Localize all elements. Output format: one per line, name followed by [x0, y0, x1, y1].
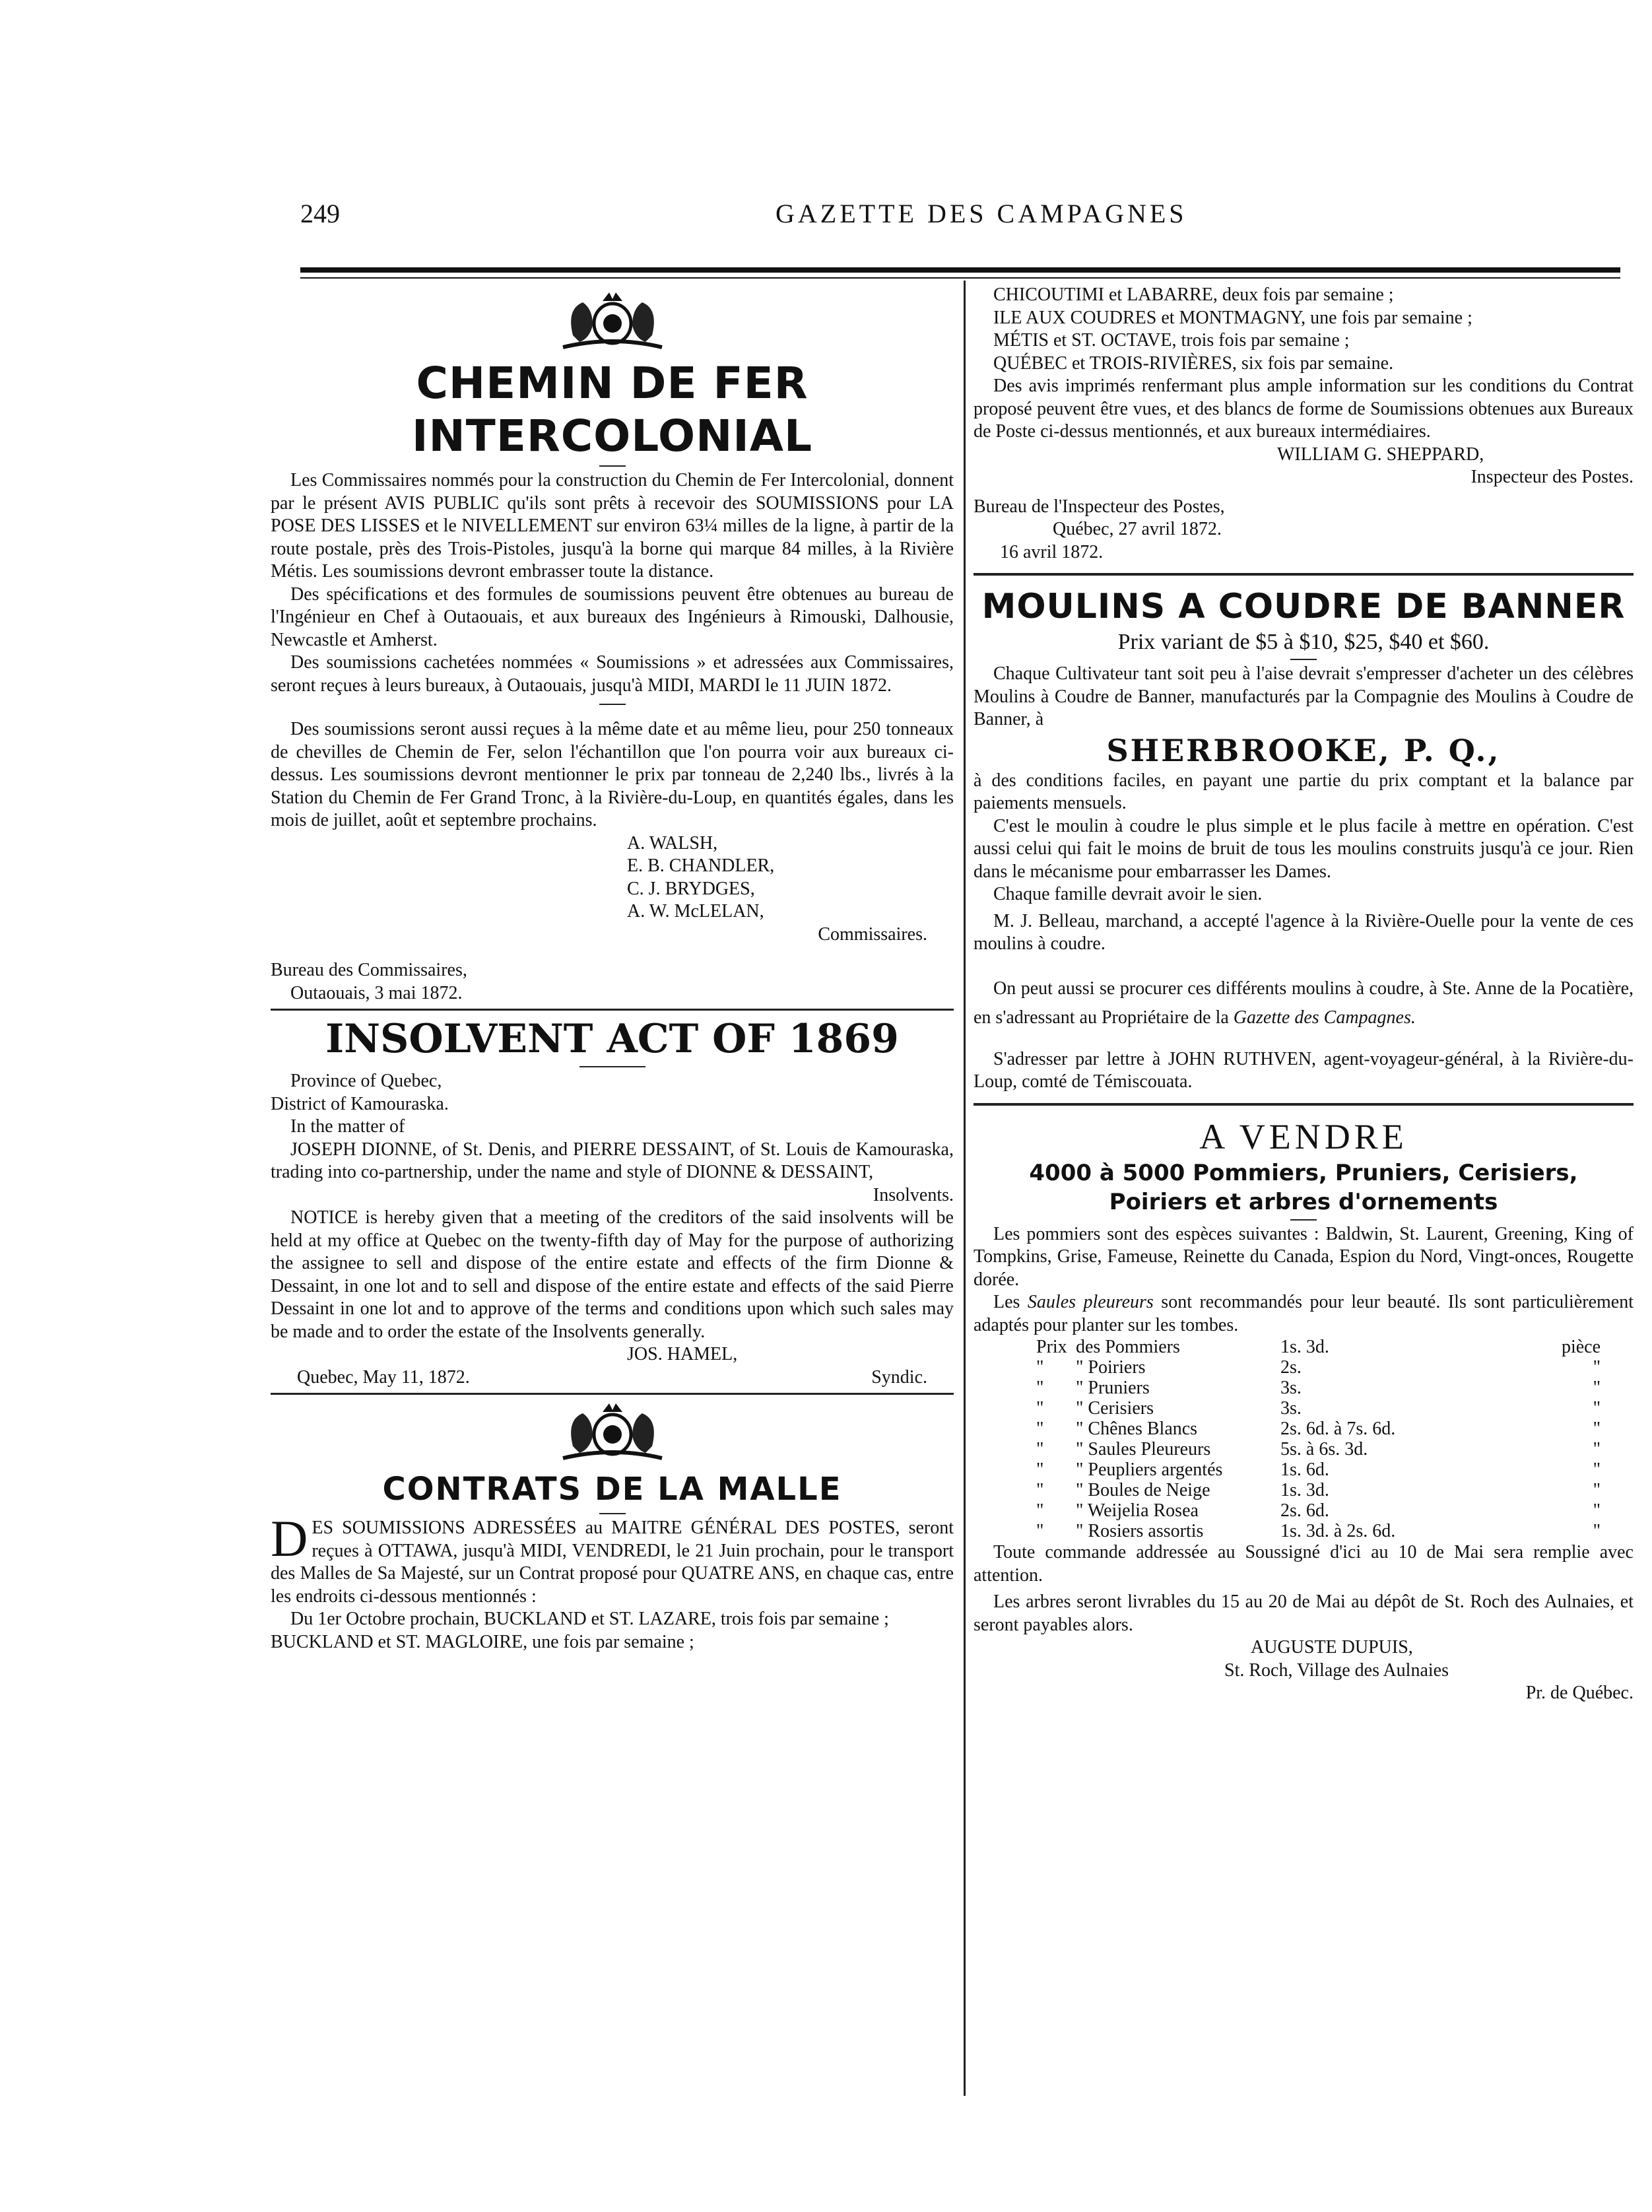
moulins-paragraph-6: On peut aussi se procurer ces différents moulins à coudre, à Ste. Anne de la Pocatière, en s'adressant au Propriétaire de la Gazette des Campagnes. [974, 978, 1634, 1028]
price-row: " " Rosiers assortis 1s. 3d. à 2s. 6d. " [1036, 1521, 1601, 1541]
price-table [974, 1337, 1634, 1541]
right-column [974, 284, 1634, 1705]
chemin-paragraph-3: Des soumissions cachetées nommées « Soumissions » et adressées aux Commissaires, seront reçues à leurs bureaux, à Outaouais, jusqu'à MIDI, MARDI le 11 JUIN 1872. [271, 652, 954, 696]
contrats-bureau-1: Bureau de l'Inspecteur des Postes, [974, 496, 1225, 517]
header-rule-thin [300, 277, 1620, 279]
insolvent-title: INSOLVENT ACT OF 1869 [325, 1016, 899, 1062]
price-row: " " Saules Pleureurs 5s. à 6s. 3d. " [1036, 1439, 1601, 1459]
insolvent-province: Province of Quebec, [290, 1071, 442, 1091]
moulins-paragraph-1: Chaque Cultivateur tant soit peu à l'aise devrait s'empresser d'acheter un des célèbres Moulins à Coudre de Banner, manufacturés par la Compagnie des Moulins à Coudre de Banner, à [974, 663, 1634, 729]
chemin-signer-1: A. WALSH, [627, 832, 718, 854]
moulins-title: MOULINS A COUDRE DE BANNER [981, 587, 1626, 626]
vendre-subtitle-1: 4000 à 5000 Pommiers, Pruniers, Cerisiers, [1029, 1159, 1578, 1186]
royal-arms-emblem-icon [527, 1400, 698, 1463]
contrats-date: 16 avril 1872. [1000, 541, 1104, 562]
insolvent-notice: NOTICE is hereby given that a meeting of the creditors of the said insolvents will be held at my office at Quebec on the twenty-fifth day of May for the purpose of authorizing the assignee to sell and dispose of the entire estate and effects of the firm Dionne & Dessaint, in one lot and to sell and dispose of the entire estate and effects of the said Pierre Dessaint in one lot and to approve of the terms and conditions upon which such sales may be made and to order the estate of the Insolvents generally. [271, 1207, 954, 1342]
chemin-signer-2: E. B. CHANDLER, [627, 855, 775, 876]
header-rule-thick [300, 267, 1620, 273]
gazette-title: GAZETTE DES CAMPAGNES [776, 199, 1187, 228]
moulins-paragraph-7: S'adresser par lettre à JOHN RUTHVEN, agent-voyageur-général, à la Rivière-du-Loup, comté de Témiscouata. [974, 1048, 1634, 1092]
moulins-paragraph-5: M. J. Belleau, marchand, a accepté l'agence à la Rivière-Ouelle pour la vente de ces moulins à coudre. [974, 910, 1634, 954]
insolvent-district: District of Kamouraska. [271, 1093, 449, 1114]
insolvent-place-date: Quebec, May 11, 1872. [297, 1366, 470, 1388]
contrats-paragraph-3: BUCKLAND et ST. MAGLOIRE, une fois par semaine ; [271, 1631, 694, 1652]
contrats-info: Des avis imprimés renfermant plus ample information sur les conditions du Contrat proposé peuvent être vues, et des blancs de forme de Soumissions obtenues aux Bureaux de Poste ci-dessus mentionnés, et aux bureaux intermédiaires. [974, 376, 1634, 442]
vendre-paragraph-1: Les pommiers sont des espèces suivantes : Baldwin, St. Laurent, Greening, King of Tompkins, Grise, Fameuse, Reinette du Canada, Espion du Nord, Vingt-onces, Rougette dorée. [974, 1223, 1634, 1290]
insolvent-role: Syndic. [871, 1366, 927, 1388]
page-number: 249 [300, 199, 340, 228]
page-header [300, 198, 1620, 238]
contrats-dropcap: D [271, 1510, 308, 1567]
chemin-signer-3: C. J. BRYDGES, [627, 878, 755, 899]
price-row: Prix des Pommiers 1s. 3d. pièce [1036, 1337, 1601, 1357]
vendre-subtitle-2: Poiriers et arbres d'ornements [1109, 1188, 1498, 1215]
left-column [271, 284, 954, 1654]
contrats-paragraph-1: DES SOUMISSIONS ADRESSÉES au MAITRE GÉNÉRAL DES POSTES, seront reçues à OTTAWA, jusqu'à MIDI, VENDREDI, le 21 Juin prochain, pour le transport des Malles de Sa Majesté, sur un Contrat proposé pour QUATRE ANS, en chaque cas, entre les endroits ci-dessous mentionnés : [271, 1510, 954, 1607]
insolvent-insolvents: Insolvents. [873, 1184, 954, 1205]
chemin-paragraph-2: Des spécifications et des formules de soumissions peuvent être obtenues au bureau de l'Ingénieur en Chef à Outaouais, et aux bureaux des Ingénieurs à Rimouski, Dalhousie, Newcastle et Amherst. [271, 584, 954, 650]
contrats-bureau-2: Québec, 27 avril 1872. [1053, 519, 1222, 539]
moulins-paragraph-4: Chaque famille devrait avoir le sien. [993, 884, 1263, 904]
moulins-paragraph-2: à des conditions faciles, en payant une partie du prix comptant et la balance par paiements mensuels. [974, 770, 1634, 813]
price-row: " " Poiriers 2s. " [1036, 1357, 1601, 1378]
contrats-route-2: ILE AUX COUDRES et MONTMAGNY, une fois par semaine ; [993, 307, 1472, 328]
vendre-paragraph-4: Les arbres seront livrables du 15 au 20 de Mai au dépôt de St. Roch des Aulnaies, et seront payables alors. [974, 1592, 1634, 1635]
contrats-route-1: CHICOUTIMI et LABARRE, deux fois par semaine ; [993, 285, 1394, 305]
contrats-signer-title: Inspecteur des Postes. [1470, 467, 1634, 487]
moulins-paragraph-3: C'est le moulin à coudre le plus simple et le plus facile à mettre en opération. C'est aussi celui qui fait le moins de bruit de tous les moulins construits jusqu'à ce jour. Rien dans le mécanisme pour embarrasser les Dames. [974, 815, 1634, 882]
chemin-paragraph-1: Les Commissaires nommés pour la construction du Chemin de Fer Intercolonial, donnent par le présent AVIS PUBLIC qu'ils sont prêts à recevoir des SOUMISSIONS pour LA POSE DES LISSES et le NIVELLEMENT sur environ 63¼ milles de la ligne, à partir de la route postale, près des Trois-Pistoles, jusqu'à la borne qui marque 84 milles, à la Rivière Métis. Les soumissions devront embrasser toute la distance. [271, 470, 954, 582]
vendre-signer: AUGUSTE DUPUIS, [1251, 1637, 1413, 1658]
price-row: " " Cerisiers 3s. " [1036, 1398, 1601, 1419]
chemin-paragraph-4: Des soumissions seront aussi reçues à la même date et au même lieu, pour 250 tonneaux de chevilles de Chemin de Fer, selon l'échantillon que l'on pourra voir aux bureaux ci-dessus. Les soumissions devront mentionner le prix par tonneau de 2,240 lbs., livrés à la Station du Chemin de Fer Grand Tronc, à la Rivière-du-Loup, en quantités égales, dans les mois de juillet, août et septembre prochains. [271, 719, 954, 830]
column-divider [964, 281, 966, 2096]
chemin-signers-title: Commissaires. [818, 923, 927, 945]
insolvent-signer: JOS. HAMEL, [627, 1344, 738, 1364]
moulins-city: SHERBROOKE, P. Q., [1106, 732, 1501, 768]
contrats-signer: WILLIAM G. SHEPPARD, [1277, 444, 1484, 465]
vendre-paragraph-3: Toute commande addressée au Soussigné d'ici au 10 de Mai sera remplie avec attention. [974, 1542, 1634, 1586]
chemin-bureau-date: Outaouais, 3 mai 1872. [290, 982, 463, 1003]
price-row: " " Chênes Blancs 2s. 6d. à 7s. 6d. " [1036, 1419, 1601, 1439]
contrats-route-4: QUÉBEC et TROIS-RIVIÈRES, six fois par semaine. [993, 352, 1394, 374]
insolvent-parties: JOSEPH DIONNE, of St. Denis, and PIERRE DESSAINT, of St. Louis de Kamouraska, trading into co-partnership, under the name and style of DIONNE & DESSAINT, [271, 1139, 954, 1182]
chemin-title: CHEMIN DE FER INTERCOLONIAL [412, 358, 812, 461]
chemin-signer-4: A. W. McLELAN, [627, 901, 764, 922]
contrats-title: CONTRATS DE LA MALLE [382, 1471, 842, 1508]
contrats-paragraph-2: Du 1er Octobre prochain, BUCKLAND et ST. LAZARE, trois fois par semaine ; [290, 1609, 889, 1629]
price-row: " " Weijelia Rosea 2s. 6d. " [1036, 1500, 1601, 1521]
price-row: " " Peupliers argentés 1s. 6d. " [1036, 1459, 1601, 1480]
vendre-place-2: Pr. de Québec. [1525, 1683, 1634, 1703]
price-row: " " Boules de Neige 1s. 3d. " [1036, 1480, 1601, 1500]
moulins-prices: Prix variant de $5 à $10, $25, $40 et $60. [1117, 630, 1490, 654]
vendre-title: A VENDRE [1199, 1116, 1408, 1156]
chemin-bureau: Bureau des Commissaires, [271, 960, 467, 980]
vendre-place-1: St. Roch, Village des Aulnaies [1224, 1659, 1449, 1681]
vendre-paragraph-2: Les Saules pleureurs sont recommandés pour leur beauté. Ils sont particulièrement adaptés pour planter sur les tombes. [974, 1292, 1634, 1335]
insolvent-matter: In the matter of [290, 1116, 405, 1137]
price-row: " " Pruniers 3s. " [1036, 1378, 1601, 1398]
royal-arms-emblem-icon [527, 289, 698, 352]
contrats-route-3: MÉTIS et ST. OCTAVE, trois fois par semaine ; [993, 330, 1350, 351]
